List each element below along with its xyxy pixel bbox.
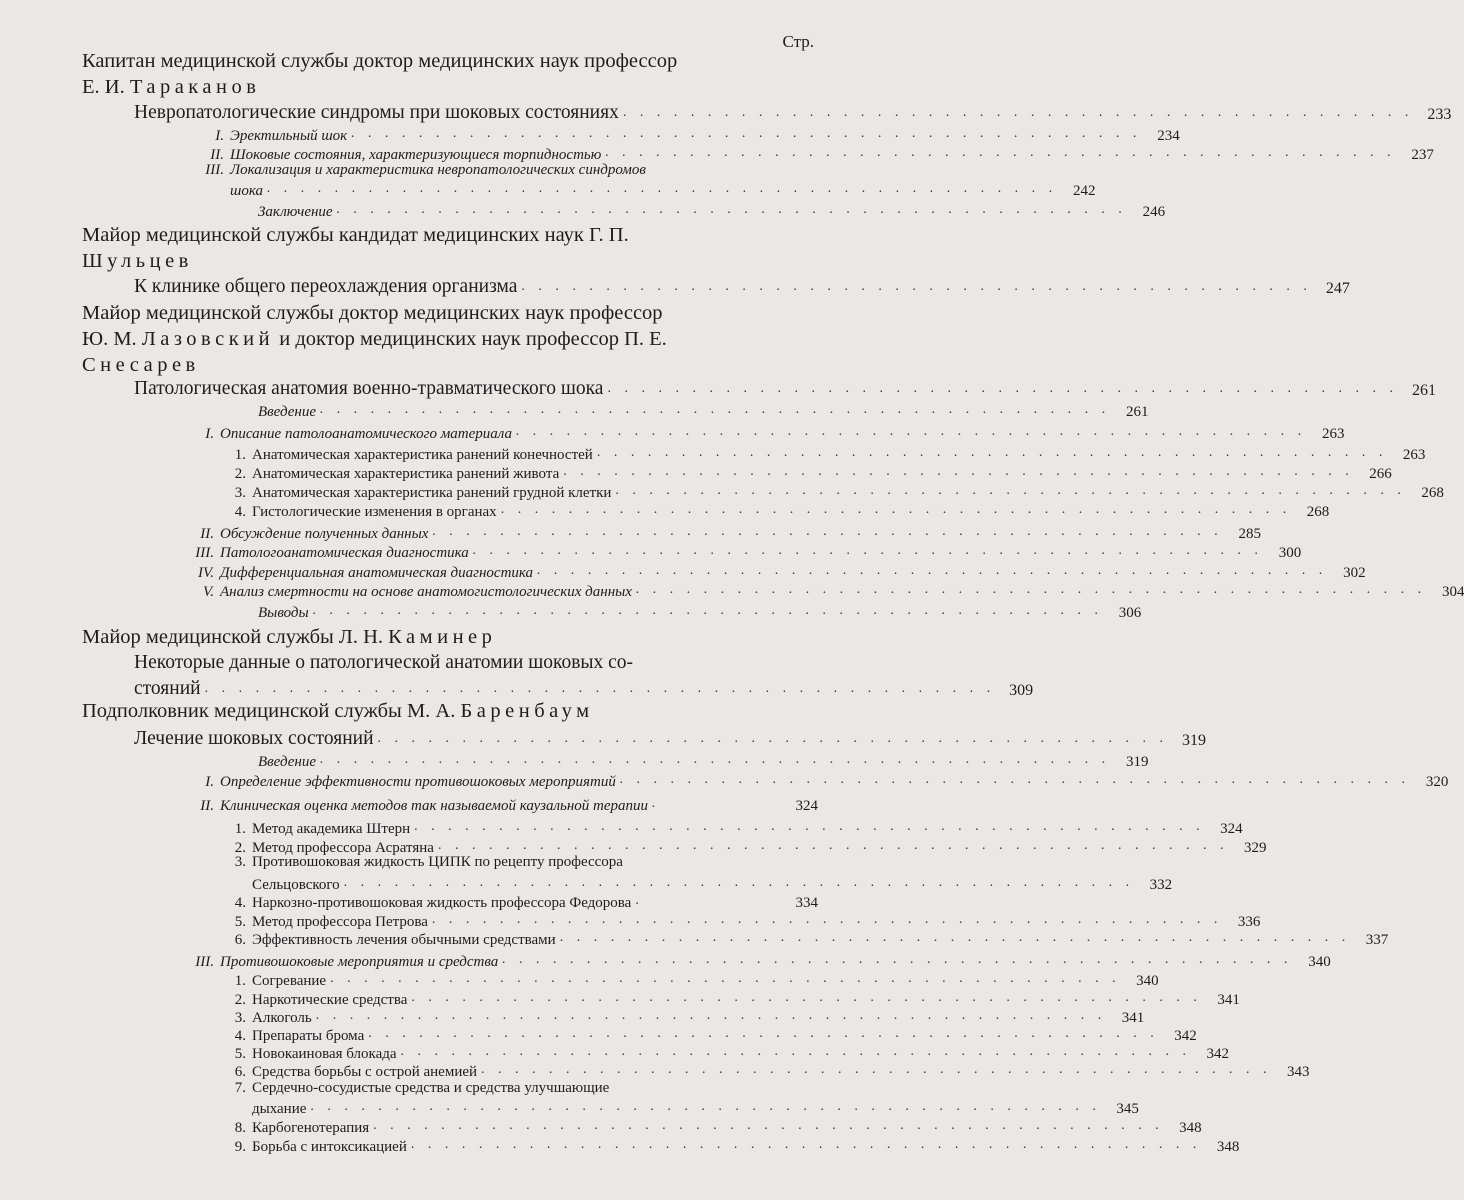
page-number: 340 bbox=[1136, 973, 1159, 989]
toc-entry[interactable] bbox=[258, 201, 1166, 221]
leader-dots: . . . . . . . . . . . . . . . . . . . . . . . . . . . . . . . . . . . . . . . . . . . . . . . bbox=[502, 952, 1293, 967]
entry-title: Согревание bbox=[252, 973, 327, 989]
author-line: Майор медицинской службы кандидат медицинских наук Г. П. bbox=[82, 224, 629, 246]
author-coauthor: и доктор медицинских наук профессор П. Е. bbox=[274, 328, 667, 350]
entry-title: Новокаиновая блокада bbox=[252, 1046, 397, 1062]
entry-title: Анатомическая характеристика ранений конечностей bbox=[252, 447, 593, 463]
page-number: 343 bbox=[1287, 1064, 1310, 1080]
entry-number: 5. bbox=[234, 1046, 246, 1062]
entry-title: Выводы bbox=[258, 605, 309, 621]
toc-entry[interactable] bbox=[218, 818, 1243, 838]
author-initials: Ю. М. bbox=[82, 328, 142, 350]
leader-dots: . . . . . . . . . . . . . . . . . . . . . . . . . . . . . . . . . . . . . . . . . . . . . . . bbox=[432, 524, 1223, 539]
entry-title: Метод профессора Асратяна bbox=[252, 840, 434, 856]
page-number: 242 bbox=[1072, 183, 1096, 199]
page-number: 340 bbox=[1308, 954, 1331, 970]
leader-dots: . . . . . . . . . . . . . . . . . . . . . . . . . . . . . . . . . . . . . . . . . . . . . . . bbox=[605, 145, 1396, 160]
leader-dots: . . . . . . . . . . . . . . . . . . . . . . . . . . . . . . . . . . . . . . . . . . . . . . . bbox=[204, 681, 996, 696]
entry-title: Анатомическая характеристика ранений живота bbox=[252, 466, 560, 482]
entry-title: Препараты брома bbox=[252, 1028, 365, 1044]
entry-number: II. bbox=[200, 526, 214, 542]
entry-title: Борьба с интоксикацией bbox=[252, 1139, 407, 1155]
page-number: 246 bbox=[1142, 204, 1166, 220]
toc-entry[interactable] bbox=[190, 144, 1434, 164]
leader-dots: . . . . . . . . . . . . . . . . . . . . . . . . . . . . . . . . . . . . . . . . . . . . . . . bbox=[596, 445, 1388, 460]
page-number: 261 bbox=[1126, 404, 1149, 420]
author-rank: Подполковник медицинской службы М. А. bbox=[82, 700, 461, 722]
entry-title-line: Противошоковая жидкость ЦИПК по рецепту профессора bbox=[252, 854, 623, 870]
entry-title: дыхание bbox=[252, 1101, 307, 1117]
leader-dots: . . . . . . . . . . . . . . . . . . . . . . . . . . . . . . . . . . . . . . . . . . . . . . . bbox=[400, 1044, 1192, 1059]
page-number: 234 bbox=[1157, 128, 1180, 144]
entry-number: 2. bbox=[234, 840, 246, 856]
entry-number: 1. bbox=[234, 447, 246, 463]
toc-entry[interactable] bbox=[252, 1098, 1139, 1118]
leader-dots: . . . . . . . . . . . . . . . . . . . . . . . . . . . . . . . . . . . . . . . . . . . . . . . bbox=[437, 838, 1229, 853]
author-line bbox=[82, 698, 812, 724]
entry-title: Наркотические средства bbox=[252, 992, 408, 1008]
toc-entry[interactable] bbox=[190, 125, 1180, 145]
entry-number: 6. bbox=[234, 1064, 246, 1080]
leader-dots: . . . . . . . . . . . . . . . . . . . . . . . . . . . . . . . . . . . . . . . . . . . . . . . bbox=[310, 1099, 1101, 1114]
entry-title: Алкоголь bbox=[252, 1010, 312, 1026]
entry-number: 3. bbox=[234, 854, 246, 870]
page-number: 342 bbox=[1174, 1028, 1197, 1044]
page-number: 337 bbox=[1365, 932, 1389, 948]
page-number: 341 bbox=[1121, 1010, 1145, 1026]
leader-dots: . . . . . . . . . . . . . . . . . . . . . . . . . . . . . . . . . . . . . . . . . . . . . . . bbox=[312, 603, 1104, 618]
toc-entry[interactable] bbox=[218, 970, 1159, 990]
entry-title: Анатомическая характеристика ранений грудной клетки bbox=[252, 485, 612, 501]
page-number: 266 bbox=[1369, 466, 1392, 482]
author-block bbox=[82, 222, 812, 274]
author-surname: Каминер bbox=[388, 626, 497, 648]
entry-number: 1. bbox=[234, 973, 246, 989]
entry-number: 4. bbox=[234, 895, 246, 911]
page-number: 233 bbox=[1427, 106, 1452, 123]
entry-number: III. bbox=[195, 954, 214, 970]
toc-entry[interactable] bbox=[218, 1025, 1197, 1045]
entry-number: I. bbox=[215, 128, 224, 144]
author-line: Майор медицинской службы доктор медицинских наук профессор bbox=[82, 302, 663, 324]
entry-title: Клиническая оценка методов так называемой каузальной терапии bbox=[220, 798, 649, 814]
leader-dots: . . . . . . . . . . . . . . . . . . . . . . . . . . . . . . . . . . . . . . . . . . . . . . . bbox=[411, 990, 1202, 1005]
entry-number: 5. bbox=[234, 914, 246, 930]
toc-entry[interactable] bbox=[180, 542, 1302, 562]
leader-dots: . . . . . . . . . . . . . . . . . . . . . . . . . . . . . . . . . . . . . . . . . . . . . . . bbox=[377, 731, 1169, 746]
toc-entry[interactable] bbox=[218, 482, 1444, 502]
entry-title: Определение эффективности противошоковых мероприятий bbox=[220, 774, 616, 790]
leader-dots: . . . . . . . . . . . . . . . . . . . . . . . . . . . . . . . . . . . . . . . . . . . . . . . bbox=[320, 402, 1111, 417]
page-number: 268 bbox=[1421, 485, 1444, 501]
leader-dots: . . . . . . . . . . . . . . . . . . . . . . . . . . . . . . . . . . . . . . . . . . . . . . . bbox=[320, 752, 1111, 767]
page-number: 285 bbox=[1238, 526, 1261, 542]
leader-dots: . bbox=[635, 893, 644, 908]
entry-number: 4. bbox=[234, 1028, 246, 1044]
author-surname: Лазовский bbox=[141, 328, 275, 350]
entry-number: III. bbox=[205, 162, 224, 178]
author-line bbox=[82, 74, 812, 100]
toc-entry-wrapped[interactable] bbox=[190, 162, 646, 179]
toc-entry[interactable] bbox=[218, 989, 1240, 1009]
entry-number: I. bbox=[205, 774, 214, 790]
toc-entry[interactable] bbox=[258, 602, 1142, 622]
leader-dots: . . . . . . . . . . . . . . . . . . . . . . . . . . . . . . . . . . . . . . . . . . . . . . . bbox=[537, 563, 1328, 578]
leader-dots: . . . . . . . . . . . . . . . . . . . . . . . . . . . . . . . . . . . . . . . . . . . . . . . bbox=[414, 819, 1205, 834]
entry-number: V. bbox=[203, 584, 214, 600]
entry-title-line: Локализация и характеристика невропатологических синдромов bbox=[230, 162, 646, 178]
entry-title: Карбогенотерапия bbox=[252, 1120, 370, 1136]
page-number: 342 bbox=[1206, 1046, 1230, 1062]
entry-title: Дифференциальная анатомическая диагностика bbox=[220, 565, 534, 581]
toc-entry[interactable] bbox=[218, 1007, 1145, 1027]
toc-entry[interactable] bbox=[218, 1117, 1202, 1137]
toc-entry[interactable] bbox=[134, 98, 1452, 124]
page-number: 341 bbox=[1217, 992, 1240, 1008]
entry-number: 2. bbox=[234, 466, 246, 482]
entry-title: Средства борьбы с острой анемией bbox=[252, 1064, 478, 1080]
toc-entry[interactable] bbox=[218, 892, 818, 912]
toc-entry[interactable] bbox=[258, 751, 1149, 771]
entry-title: Обсуждение полученных данных bbox=[220, 526, 429, 542]
leader-dots: . . . . . . . . . . . . . . . . . . . . . . . . . . . . . . . . . . . . . . . . . . . . . . . bbox=[315, 1008, 1107, 1023]
toc-entry[interactable] bbox=[180, 562, 1366, 582]
author-surname: Снесарев bbox=[82, 354, 200, 376]
toc-entry[interactable] bbox=[134, 374, 1436, 400]
page-number: 324 bbox=[1220, 821, 1243, 837]
toc-entry[interactable] bbox=[180, 795, 818, 815]
entry-title: Эффективность лечения обычными средствами bbox=[252, 932, 556, 948]
page-number: 334 bbox=[795, 895, 818, 911]
leader-dots: . . . . . . . . . . . . . . . . . . . . . . . . . . . . . . . . . . . . . . . . . . . . . . . bbox=[472, 543, 1264, 558]
toc-entry[interactable] bbox=[218, 463, 1392, 483]
toc-entry-wrapped[interactable] bbox=[218, 1080, 609, 1097]
entry-number: 1. bbox=[234, 821, 246, 837]
entry-number: 7. bbox=[234, 1080, 246, 1096]
page-number: 348 bbox=[1216, 1139, 1240, 1155]
leader-dots: . . . . . . . . . . . . . . . . . . . . . . . . . . . . . . . . . . . . . . . . . . . . . . . bbox=[622, 105, 1414, 120]
entry-number: 2. bbox=[234, 992, 246, 1008]
entry-number: II. bbox=[210, 147, 224, 163]
entry-number: 4. bbox=[234, 504, 246, 520]
author-block bbox=[82, 624, 812, 650]
page-number: 247 bbox=[1325, 280, 1350, 297]
page-column-label: Стр. bbox=[782, 32, 814, 51]
page-number: 336 bbox=[1237, 914, 1261, 930]
page-number: 261 bbox=[1411, 382, 1436, 399]
page-number: 300 bbox=[1278, 545, 1302, 561]
author-line: Капитан медицинской службы доктор медицинских наук профессор bbox=[82, 50, 678, 72]
toc-entry[interactable] bbox=[180, 423, 1345, 443]
toc-entry[interactable] bbox=[218, 929, 1389, 949]
leader-dots: . . . . . . . . . . . . . . . . . . . . . . . . . . . . . . . . . . . . . . . . . . . . . . . bbox=[330, 971, 1121, 986]
toc-entry-wrapped[interactable] bbox=[218, 854, 623, 871]
toc-entry[interactable] bbox=[230, 180, 1096, 200]
entry-title: Шоковые состояния, характеризующиеся торпидностью bbox=[230, 147, 602, 163]
entry-title: Невропатологические синдромы при шоковых состояниях bbox=[134, 102, 619, 123]
entry-title: Метод профессора Петрова bbox=[252, 914, 428, 930]
page-number: 306 bbox=[1118, 605, 1142, 621]
page-number: 302 bbox=[1343, 565, 1366, 581]
page-number: 237 bbox=[1411, 147, 1434, 163]
toc-entry[interactable] bbox=[218, 1061, 1310, 1081]
author-initials: Е. И. bbox=[82, 76, 130, 98]
entry-title: Сельцовского bbox=[252, 877, 340, 893]
page-number: 329 bbox=[1243, 840, 1267, 856]
toc-entry[interactable] bbox=[218, 911, 1261, 931]
entry-title: Гистологические изменения в органах bbox=[252, 504, 497, 520]
toc-entry[interactable] bbox=[180, 771, 1449, 791]
page-number: 319 bbox=[1182, 732, 1207, 749]
leader-dots: . . . . . . . . . . . . . . . . . . . . . . . . . . . . . . . . . . . . . . . . . . . . . . . bbox=[351, 126, 1142, 141]
author-surname: Баренбаум bbox=[460, 700, 594, 722]
entry-number: I. bbox=[205, 426, 214, 442]
entry-number: 3. bbox=[234, 1010, 246, 1026]
leader-dots: . . . . . . . . . . . . . . . . . . . . . . . . . . . . . . . . . . . . . . . . . . . . . . . bbox=[563, 464, 1354, 479]
toc-entry[interactable] bbox=[218, 444, 1426, 464]
page-number: 324 bbox=[795, 798, 818, 814]
leader-dots: . . . . . . . . . . . . . . . . . . . . . . . . . . . . . . . . . . . . . . . . . . . . . . . bbox=[635, 582, 1427, 597]
page-number: 304 bbox=[1441, 584, 1464, 600]
leader-dots: . . . . . . . . . . . . . . . . . . . . . . . . . . . . . . . . . . . . . . . . . . . . . . . bbox=[336, 202, 1128, 217]
author-block bbox=[82, 300, 812, 378]
page-number: 320 bbox=[1425, 774, 1449, 790]
toc-entry[interactable] bbox=[134, 724, 1207, 750]
entry-title: Патологоанатомическая диагностика bbox=[220, 545, 469, 561]
leader-dots: . . . . . . . . . . . . . . . . . . . . . . . . . . . . . . . . . . . . . . . . . . . . . . . bbox=[373, 1118, 1164, 1133]
author-line bbox=[82, 624, 812, 650]
entry-number: 3. bbox=[234, 485, 246, 501]
entry-title: Эректильный шок bbox=[230, 128, 348, 144]
toc-entry-wrapped[interactable]: Некоторые данные о патологической анатомии шоковых со- bbox=[134, 652, 634, 673]
entry-title: Описание патолоанатомического материала bbox=[220, 426, 513, 442]
entry-title: стояний bbox=[134, 678, 201, 699]
page-number: 263 bbox=[1322, 426, 1345, 442]
toc-entry[interactable] bbox=[180, 581, 1464, 601]
author-block bbox=[82, 48, 812, 100]
leader-dots: . . . . . . . . . . . . . . . . . . . . . . . . . . . . . . . . . . . . . . . . . . . . . . . bbox=[619, 772, 1411, 787]
entry-title: Введение bbox=[258, 404, 316, 420]
toc-entry[interactable] bbox=[252, 874, 1173, 894]
page-number: 319 bbox=[1126, 754, 1149, 770]
author-rank: Майор медицинской службы Л. Н. bbox=[82, 626, 389, 648]
entry-title: шока bbox=[230, 183, 263, 199]
entry-title: Патологическая анатомия военно-травматического шока bbox=[134, 378, 604, 399]
leader-dots: . . . . . . . . . . . . . . . . . . . . . . . . . . . . . . . . . . . . . . . . . . . . . . . bbox=[500, 502, 1292, 517]
page-number: 332 bbox=[1149, 877, 1173, 893]
leader-dots: . . . . . . . . . . . . . . . . . . . . . . . . . . . . . . . . . . . . . . . . . . . . . . . bbox=[607, 381, 1398, 396]
entry-title-line: Сердечно-сосудистые средства и средства улучшающие bbox=[252, 1080, 610, 1096]
entry-title: Противошоковые мероприятия и средства bbox=[220, 954, 499, 970]
author-line bbox=[82, 326, 812, 352]
page-number: 263 bbox=[1402, 447, 1426, 463]
entry-title: К клинике общего переохлаждения организма bbox=[134, 276, 518, 297]
leader-dots: . . . . . . . . . . . . . . . . . . . . . . . . . . . . . . . . . . . . . . . . . . . . . . . bbox=[410, 1137, 1202, 1152]
entry-number: II. bbox=[200, 798, 214, 814]
toc-entry[interactable] bbox=[258, 401, 1149, 421]
entry-number: III. bbox=[195, 545, 214, 561]
toc-entry[interactable] bbox=[180, 951, 1331, 971]
leader-dots: . . . . . . . . . . . . . . . . . . . . . . . . . . . . . . . . . . . . . . . . . . . . . . . bbox=[481, 1062, 1272, 1077]
entry-title: Наркозно-противошоковая жидкость профессора Федорова bbox=[252, 895, 632, 911]
entry-number: 6. bbox=[234, 932, 246, 948]
entry-title: Лечение шоковых состояний bbox=[134, 728, 374, 749]
toc-entry[interactable] bbox=[134, 272, 1350, 298]
page-number: 309 bbox=[1009, 682, 1034, 699]
entry-title: Анализ смертности на основе анатомогистологических данных bbox=[220, 584, 632, 600]
toc-entry[interactable] bbox=[218, 1043, 1230, 1063]
leader-dots: . . . . . . . . . . . . . . . . . . . . . . . . . . . . . . . . . . . . . . . . . . . . . . . bbox=[615, 483, 1406, 498]
author-block bbox=[82, 698, 812, 724]
leader-dots: . bbox=[652, 796, 661, 811]
leader-dots: . . . . . . . . . . . . . . . . . . . . . . . . . . . . . . . . . . . . . . . . . . . . . . . bbox=[521, 279, 1312, 294]
entry-number: IV. bbox=[198, 565, 214, 581]
page-number: 348 bbox=[1179, 1120, 1202, 1136]
toc-entry[interactable] bbox=[218, 501, 1330, 521]
entry-title: Введение bbox=[258, 754, 316, 770]
leader-dots: . . . . . . . . . . . . . . . . . . . . . . . . . . . . . . . . . . . . . . . . . . . . . . . bbox=[559, 930, 1351, 945]
toc-entry[interactable] bbox=[180, 523, 1261, 543]
entry-title: Заключение bbox=[258, 204, 333, 220]
toc-entry[interactable] bbox=[134, 674, 1034, 700]
author-surname: Тараканов bbox=[129, 76, 261, 98]
leader-dots: . . . . . . . . . . . . . . . . . . . . . . . . . . . . . . . . . . . . . . . . . . . . . . . bbox=[516, 424, 1307, 439]
entry-title: Метод академика Штерн bbox=[252, 821, 411, 837]
entry-number: 8. bbox=[234, 1120, 246, 1136]
page-number: 268 bbox=[1306, 504, 1330, 520]
leader-dots: . . . . . . . . . . . . . . . . . . . . . . . . . . . . . . . . . . . . . . . . . . . . . . . bbox=[266, 181, 1058, 196]
author-surname: Шульцев bbox=[82, 250, 193, 272]
page-number: 345 bbox=[1116, 1101, 1139, 1117]
toc-entry[interactable] bbox=[218, 1136, 1240, 1156]
leader-dots: . . . . . . . . . . . . . . . . . . . . . . . . . . . . . . . . . . . . . . . . . . . . . . . bbox=[343, 875, 1135, 890]
leader-dots: . . . . . . . . . . . . . . . . . . . . . . . . . . . . . . . . . . . . . . . . . . . . . . . bbox=[431, 912, 1223, 927]
leader-dots: . . . . . . . . . . . . . . . . . . . . . . . . . . . . . . . . . . . . . . . . . . . . . . . bbox=[368, 1026, 1159, 1041]
entry-number: 9. bbox=[234, 1139, 246, 1155]
